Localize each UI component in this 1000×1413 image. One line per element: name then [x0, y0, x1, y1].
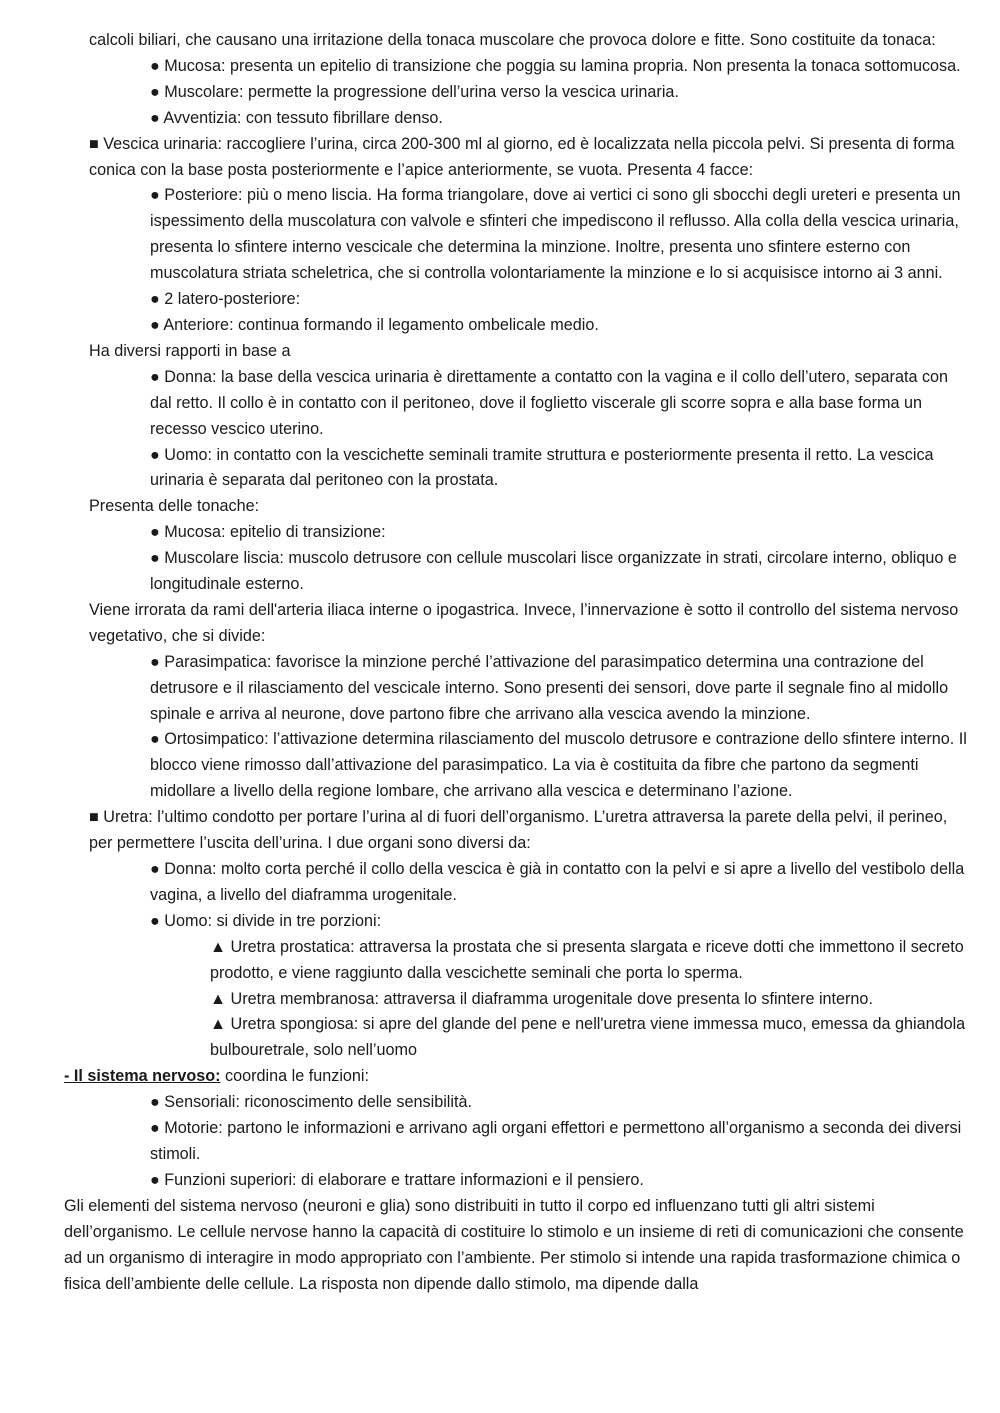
paragraph: Viene irrorata da rami dell'arteria iliaca interne o ipogastrica. Invece, l’innervazione è sotto il controllo del sistema nervoso vegetativo, che si divide:	[89, 600, 959, 645]
text-flow-upper	[0, 28, 1000, 1064]
paragraph: Gli elementi del sistema nervoso (neuroni e glia) sono distribuiti in tutto il corpo ed influenzano tutti gli altri sistemi dell’organismo. Le cellule nervose hanno la capacità di costituire lo stimolo e un insieme di reti di comunicazioni che consente ad un organismo di interagire in modo appropriato con l’ambiente. Per stimolo si intende una rapida trasformazione chimica o fisica dell’ambiente delle cellule. La risposta non dipende dallo stimolo, ma dipende dalla	[64, 1196, 964, 1293]
section-intro: coordina le funzioni:	[220, 1067, 370, 1086]
text-flow-lower	[0, 1090, 1000, 1297]
list-item: ● Avventizia: con tessuto fibrillare denso.	[150, 108, 443, 127]
list-item: ● Sensoriali: riconoscimento delle sensibilità.	[150, 1093, 472, 1112]
list-item: ● Donna: molto corta perché il collo della vescica è già in contatto con la pelvi e si apre a livello del vestibolo della vagina, a livello del diaframma urogenitale.	[150, 860, 965, 904]
list-item: ▲ Uretra membranosa: attraversa il diaframma urogenitale dove presenta lo sfintere interno.	[210, 989, 873, 1008]
list-item: ● 2 latero-posteriore:	[150, 290, 301, 309]
paragraph: ■ Uretra: l’ultimo condotto per portare l’urina al di fuori dell’organismo. L’uretra attraversa la parete della pelvi, il perineo, per permettere l’uscita dell’urina. I due organi sono diversi da:	[89, 808, 948, 853]
list-item: ● Funzioni superiori: di elaborare e trattare informazioni e il pensiero.	[150, 1170, 644, 1189]
list-item: ● Posteriore: più o meno liscia. Ha forma triangolare, dove ai vertici ci sono gli sbocchi degli ureteri e presenta un ispessimento della muscolatura con valvole e sfinteri che impediscono il reflusso. Alla colla della vescica urinaria, presenta lo sfintere interno vescicale che determina la minzione. Inoltre, presenta uno sfintere esterno con muscolatura striata scheletrica, che si controlla volontariamente la minzione e lo si acquisisce intorno ai 3 anni.	[150, 186, 961, 283]
list-item: ● Mucosa: epitelio di transizione:	[150, 523, 386, 542]
list-item: ● Ortosimpatico: l’attivazione determina rilasciamento del muscolo detrusore e contrazione dello sfintere interno. Il blocco viene rimosso dall’attivazione del parasimpatico. La via è costituita da fibre che partono da segmenti midollare a livello della regione lombare, che arrivano alla vescica e determinano l’azione.	[150, 730, 967, 801]
list-item: ● Uomo: si divide in tre porzioni:	[150, 911, 382, 930]
paragraph: Ha diversi rapporti in base a	[89, 341, 291, 360]
section-heading	[0, 1064, 1000, 1090]
paragraph: calcoli biliari, che causano una irritazione della tonaca muscolare che provoca dolore e fitte. Sono costituite da tonaca:	[89, 31, 936, 49]
section-title: - Il sistema nervoso:	[64, 1067, 221, 1086]
list-item: ▲ Uretra prostatica: attraversa la prostata che si presenta slargata e riceve dotti che immettono il secreto prodotto, e viene raggiunto dalla vescichette seminali che porta lo sperma.	[210, 937, 964, 982]
list-item: ● Muscolare: permette la progressione dell’urina verso la vescica urinaria.	[150, 82, 679, 101]
list-item: ● Muscolare liscia: muscolo detrusore con cellule muscolari lisce organizzate in strati, circolare interno, obliquo e longitudinale esterno.	[150, 549, 957, 594]
list-item: ● Mucosa: presenta un epitelio di transizione che poggia su lamina propria. Non presenta la tonaca sottomucosa.	[150, 56, 961, 75]
paragraph: ■ Vescica urinaria: raccogliere l’urina, circa 200-300 ml al giorno, ed è localizzata nella piccola pelvi. Si presenta di forma conica con la base posta posteriormente e l’apice anteriormente, se vuota. Presenta 4 facce:	[89, 134, 955, 179]
list-item: ● Donna: la base della vescica urinaria è direttamente a contatto con la vagina e il collo dell’utero, separata con dal retto. Il collo è in contatto con il peritoneo, dove il foglietto viscerale gli scorre sopra e alla base forma un recesso vescico uterino.	[150, 367, 949, 438]
list-item: ● Motorie: partono le informazioni e arrivano agli organi effettori e permettono all’organismo a seconda dei diversi stimoli.	[150, 1119, 962, 1163]
paragraph: Presenta delle tonache:	[89, 497, 260, 516]
list-item: ● Parasimpatica: favorisce la minzione perché l’attivazione del parasimpatico determina una contrazione del detrusore e il rilasciamento del vescicale interno. Sono presenti dei sensori, dove parte il segnale fino al midollo spinale e arriva al neurone, dove partono fibre che arrivano alla vescica avendo la minzione.	[150, 652, 949, 723]
list-item: ● Anteriore: continua formando il legamento ombelicale medio.	[150, 315, 599, 334]
list-item: ▲ Uretra spongiosa: si apre del glande del pene e nell'uretra viene immessa muco, emessa da ghiandola bulbouretrale, solo nell’uomo	[210, 1015, 966, 1060]
list-item: ● Uomo: in contatto con la vescichette seminali tramite struttura e posteriormente presenta il retto. La vescica urinaria è separata dal peritoneo con la prostata.	[150, 445, 934, 490]
